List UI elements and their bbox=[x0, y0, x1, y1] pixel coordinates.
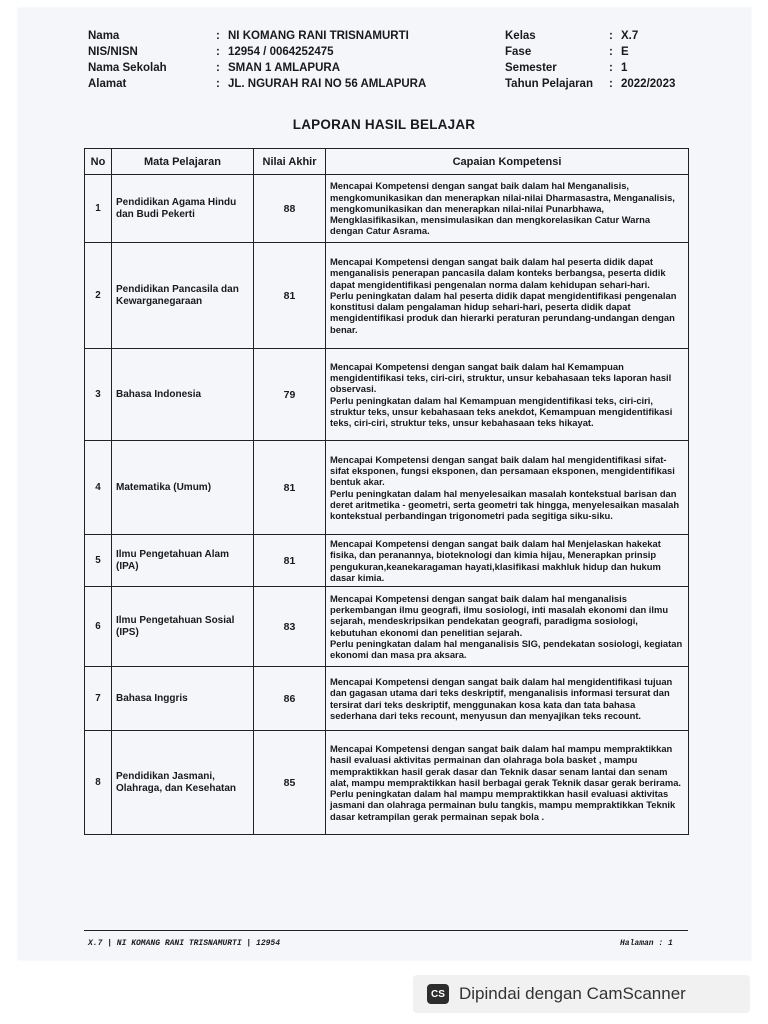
info-row-nis: NIS/NISN : 12954 / 0064252475 bbox=[88, 46, 334, 58]
row-subject: Ilmu Pengetahuan Sosial (IPS) bbox=[112, 587, 254, 667]
row-no: 4 bbox=[85, 441, 112, 535]
footer-divider bbox=[84, 930, 688, 931]
row-no: 5 bbox=[85, 535, 112, 587]
info-label: Fase bbox=[505, 46, 532, 58]
row-competency: Mencapai Kompetensi dengan sangat baik dalam hal peserta didik dapat menganalisis penerapan pancasila dalam konteks berbangsa, peserta didik dapat mengidentifikasi pengenalan norma dalam kehidupan sehari-hari. Perlu peningkatan dalam hal peserta didik dapat mengidentifikasi pengenalan konstitusi dalam pengalaman hidup sehari-hari, peserta didik dapat mengidentifikasi produk dan hierarki peraturan perundang-undangan dengan benar. bbox=[326, 243, 689, 349]
info-label: Nama bbox=[88, 30, 120, 42]
info-value: SMAN 1 AMLAPURA bbox=[228, 62, 341, 74]
row-no: 1 bbox=[85, 175, 112, 243]
header-subject: Mata Pelajaran bbox=[112, 149, 254, 175]
info-label: NIS/NISN bbox=[88, 46, 138, 58]
info-row-kelas: Kelas : X.7 bbox=[505, 30, 639, 42]
info-row-nama: Nama : NI KOMANG RANI TRISNAMURTI bbox=[88, 30, 409, 42]
row-subject: Matematika (Umum) bbox=[112, 441, 254, 535]
row-subject: Pendidikan Jasmani, Olahraga, dan Kesehatan bbox=[112, 731, 254, 835]
info-value: 12954 / 0064252475 bbox=[228, 46, 334, 58]
row-competency: Mencapai Kompetensi dengan sangat baik dalam hal Menjelaskan hakekat fisika, dan peranannya, bioteknologi dan kimia hijau, Menerapkan prinsip pengukuran,keanekaragaman hayati,klasifikasi makhluk hidup dan hukum dasar kimia. bbox=[326, 535, 689, 587]
row-competency: Mencapai Kompetensi dengan sangat baik dalam hal menganalisis perkembangan ilmu geografi, ilmu sosiologi, inti masalah ekonomi dan ilmu sejarah, mendeskripsikan pendekatan geografi, paradigma sosiologi, kebutuhan ekonomi dan penelitian sejarah. Perlu peningkatan dalam hal menganalisis SIG, pendekatan sosiologi, kegiatan ekonomi dan masa pra aksara. bbox=[326, 587, 689, 667]
header-score: Nilai Akhir bbox=[254, 149, 326, 175]
row-competency: Mencapai Kompetensi dengan sangat baik dalam hal mampu mempraktikkan hasil evaluasi aktivitas permainan dan olahraga bola basket , mampu mempraktikkan hasil gerak dasar dan Teknik dasar senam lantai dan senam alat, mampu mempraktikkan hasil berbagai gerak Teknik dasar gerak berirama. Perlu peningkatan dalam hal mampu mempraktikkan hasil evaluasi aktivitas jasmani dan olahraga permainan bulu tangkis, mampu mempraktikkan Teknik dasar ketrampilan gerak permainan sepak bola . bbox=[326, 731, 689, 835]
footer-page-number: Halaman : 1 bbox=[620, 939, 673, 948]
info-row-semester: Semester : 1 bbox=[505, 62, 628, 74]
grades-table bbox=[84, 148, 689, 835]
info-label: Tahun Pelajaran bbox=[505, 78, 593, 90]
info-value: 2022/2023 bbox=[621, 78, 676, 90]
info-label: Kelas bbox=[505, 30, 536, 42]
info-value: NI KOMANG RANI TRISNAMURTI bbox=[228, 30, 409, 42]
table-row bbox=[85, 587, 689, 667]
table-row bbox=[85, 667, 689, 731]
header-no: No bbox=[85, 149, 112, 175]
row-score: 81 bbox=[254, 243, 326, 349]
row-no: 7 bbox=[85, 667, 112, 731]
camscanner-watermark bbox=[413, 975, 750, 1013]
info-label: Nama Sekolah bbox=[88, 62, 167, 74]
row-score: 83 bbox=[254, 587, 326, 667]
row-score: 85 bbox=[254, 731, 326, 835]
row-score: 86 bbox=[254, 667, 326, 731]
table-row bbox=[85, 441, 689, 535]
camscanner-logo-icon: CS bbox=[427, 984, 449, 1004]
info-row-alamat: Alamat : JL. NGURAH RAI NO 56 AMLAPURA bbox=[88, 78, 427, 90]
camscanner-label: Dipindai dengan CamScanner bbox=[459, 984, 686, 1003]
row-score: 79 bbox=[254, 349, 326, 441]
info-value: JL. NGURAH RAI NO 56 AMLAPURA bbox=[228, 78, 427, 90]
table-row bbox=[85, 535, 689, 587]
row-competency: Mencapai Kompetensi dengan sangat baik dalam hal mengidentifikasi tujuan dan gagasan utama dari teks deskriptif, menganalisis informasi tersurat dan tersirat dari teks deskriptif, menggunakan kosa kata dan tata bahasa sederhana dari teks recount, menyusun dan menyajikan teks recount. bbox=[326, 667, 689, 731]
row-no: 3 bbox=[85, 349, 112, 441]
row-subject: Pendidikan Pancasila dan Kewarganegaraan bbox=[112, 243, 254, 349]
row-subject: Bahasa Inggris bbox=[112, 667, 254, 731]
row-competency: Mencapai Kompetensi dengan sangat baik dalam hal Menganalisis, mengkomunikasikan dan menerapkan nilai-nilai Dharmasastra, Menganalisis, mengkomunikasikan dan menerapkan nilai-nilai Punarbhawa, Mengklasifikasikan, mensimulasikan dan mengkorelasikan Catur Warna dengan Catur Asrama. bbox=[326, 175, 689, 243]
info-row-tahun: Tahun Pelajaran : 2022/2023 bbox=[505, 78, 676, 90]
info-value: E bbox=[621, 46, 629, 58]
student-info-left bbox=[88, 28, 426, 92]
student-info-right bbox=[505, 28, 675, 92]
info-label: Semester bbox=[505, 62, 557, 74]
row-subject: Pendidikan Agama Hindu dan Budi Pekerti bbox=[112, 175, 254, 243]
info-label: Alamat bbox=[88, 78, 127, 90]
table-header-row bbox=[85, 149, 689, 175]
footer-student-id: X.7 | NI KOMANG RANI TRISNAMURTI | 12954 bbox=[88, 939, 281, 948]
info-value: X.7 bbox=[621, 30, 639, 42]
report-title: LAPORAN HASIL BELAJAR bbox=[292, 117, 476, 132]
table-row bbox=[85, 175, 689, 243]
info-value: 1 bbox=[621, 62, 628, 74]
table-row bbox=[85, 243, 689, 349]
info-row-fase: Fase : E bbox=[505, 46, 629, 58]
row-competency: Mencapai Kompetensi dengan sangat baik dalam hal mengidentifikasi sifat-sifat eksponen, fungsi eksponen, dan persamaan eksponen, mengidentifikasi bentuk akar. Perlu peningkatan dalam hal menyelesaikan masalah kontekstual barisan dan deret aritmetika - geometri, serta geometri tak hingga, menyelesaikan masalah kontekstual perbandingan trigonometri pada segitiga siku-siku. bbox=[326, 441, 689, 535]
row-score: 81 bbox=[254, 535, 326, 587]
row-no: 2 bbox=[85, 243, 112, 349]
table-row bbox=[85, 349, 689, 441]
row-subject: Ilmu Pengetahuan Alam (IPA) bbox=[112, 535, 254, 587]
header-competency: Capaian Kompetensi bbox=[326, 149, 689, 175]
row-score: 81 bbox=[254, 441, 326, 535]
table-row bbox=[85, 731, 689, 835]
row-no: 6 bbox=[85, 587, 112, 667]
row-competency: Mencapai Kompetensi dengan sangat baik dalam hal Kemampuan mengidentifikasi teks, ciri-ciri, struktur, unsur kebahasaan teks laporan hasil observasi. Perlu peningkatan dalam hal Kemampuan mengidentifikasi teks, ciri-ciri, struktur teks, unsur kebahasaan teks anekdot, Kemampuan mengidentifikasi teks, ciri-ciri, struktur teks, unsur kebahasaan teks hikayat. bbox=[326, 349, 689, 441]
row-subject: Bahasa Indonesia bbox=[112, 349, 254, 441]
row-no: 8 bbox=[85, 731, 112, 835]
info-row-sekolah: Nama Sekolah : SMAN 1 AMLAPURA bbox=[88, 62, 341, 74]
row-score: 88 bbox=[254, 175, 326, 243]
